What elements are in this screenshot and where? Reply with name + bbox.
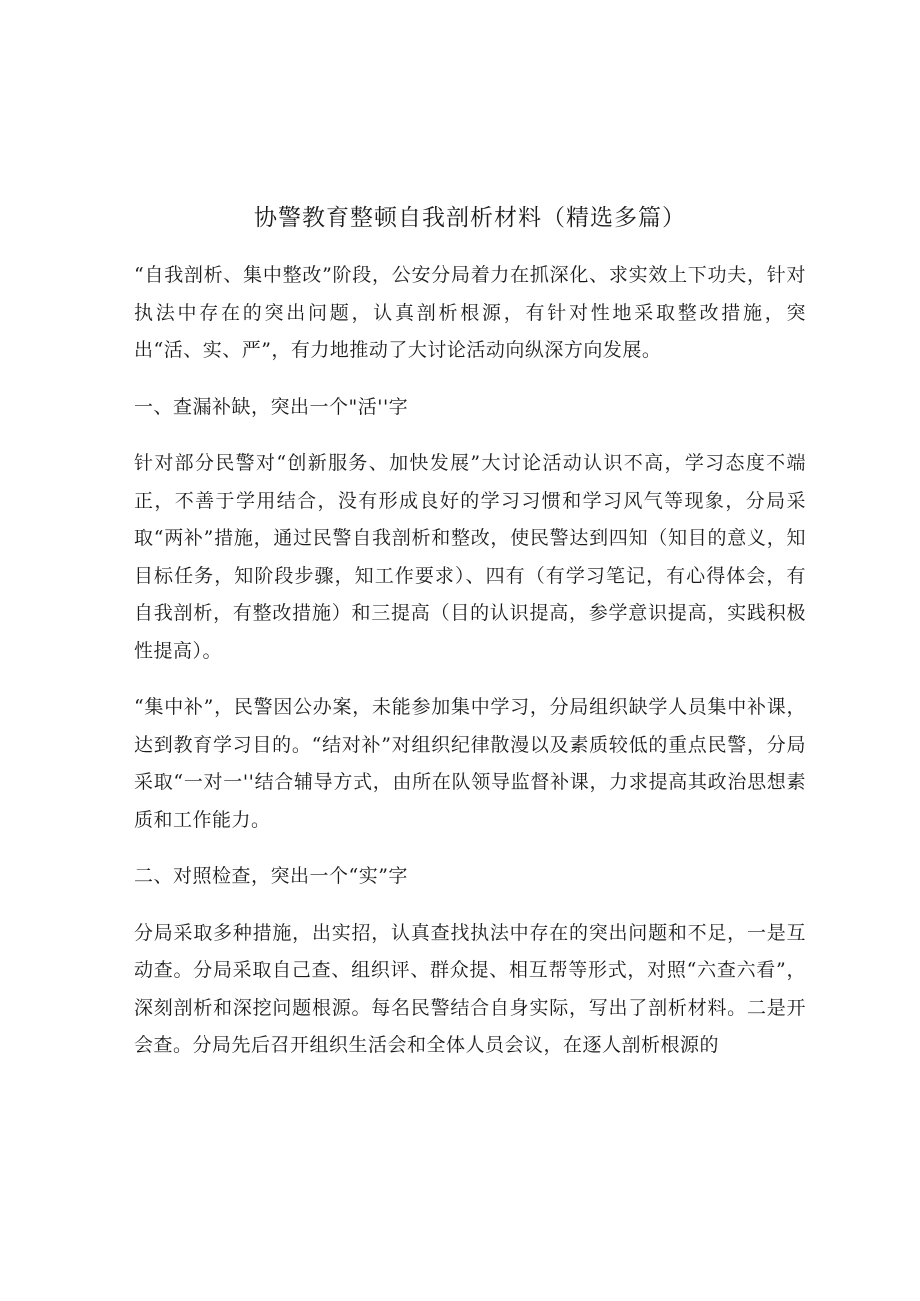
intro-paragraph: “自我剖析、集中整改”阶段，公安分局着力在抓深化、求实效上下功夫，针对执法中存在的突出问题，认真剖析根源，有针对性地采取整改措施，突出“活、实、严”，有力地推动了大讨论活动向纵深方向发展。 — [134, 264, 806, 361]
section-2-paragraph-1: 分局采取多种措施，出实招，认真查找执法中存在的突出问题和不足，一是互动查。分局采取自己查、组织评、群众提、相互帮等形式，对照“六查六看”，深刻剖析和深挖问题根源。每名民警结合自身实际，写出了剖析材料。二是开会查。分局先后召开组织生活会和全体人员会议，在逐人剖析根源的 — [134, 921, 806, 1056]
section-1-paragraph-2: “集中补”，民警因公办案，未能参加集中学习，分局组织缺学人员集中补课，达到教育学习目的。“结对补”对组织纪律散漫以及素质较低的重点民警，分局采取“一对一''结合辅导方式，由所在队领导监督补课，力求提高其政治思想素质和工作能力。 — [134, 696, 806, 831]
section-heading-2: 二、对照检查，突出一个“实”字 — [134, 865, 408, 887]
document-page — [134, 197, 806, 1084]
document-title: 协警教育整顿自我剖析材料（精选多篇） — [254, 205, 686, 231]
section-1-paragraph-1: 针对部分民警对“创新服务、加快发展”大讨论活动认识不高，学习态度不端正，不善于学用结合，没有形成良好的学习习惯和学习风气等现象，分局采取“两补”措施，通过民警自我剖析和整改，使民警达到四知（知目的意义，知目标任务，知阶段步骤，知工作要求）、四有（有学习笔记，有心得体会，有自我剖析，有整改措施）和三提高（目的认识提高，参学意识提高，实践积极性提高）。 — [134, 452, 806, 662]
section-heading-1: 一、查漏补缺，突出一个"活''字 — [134, 395, 409, 418]
